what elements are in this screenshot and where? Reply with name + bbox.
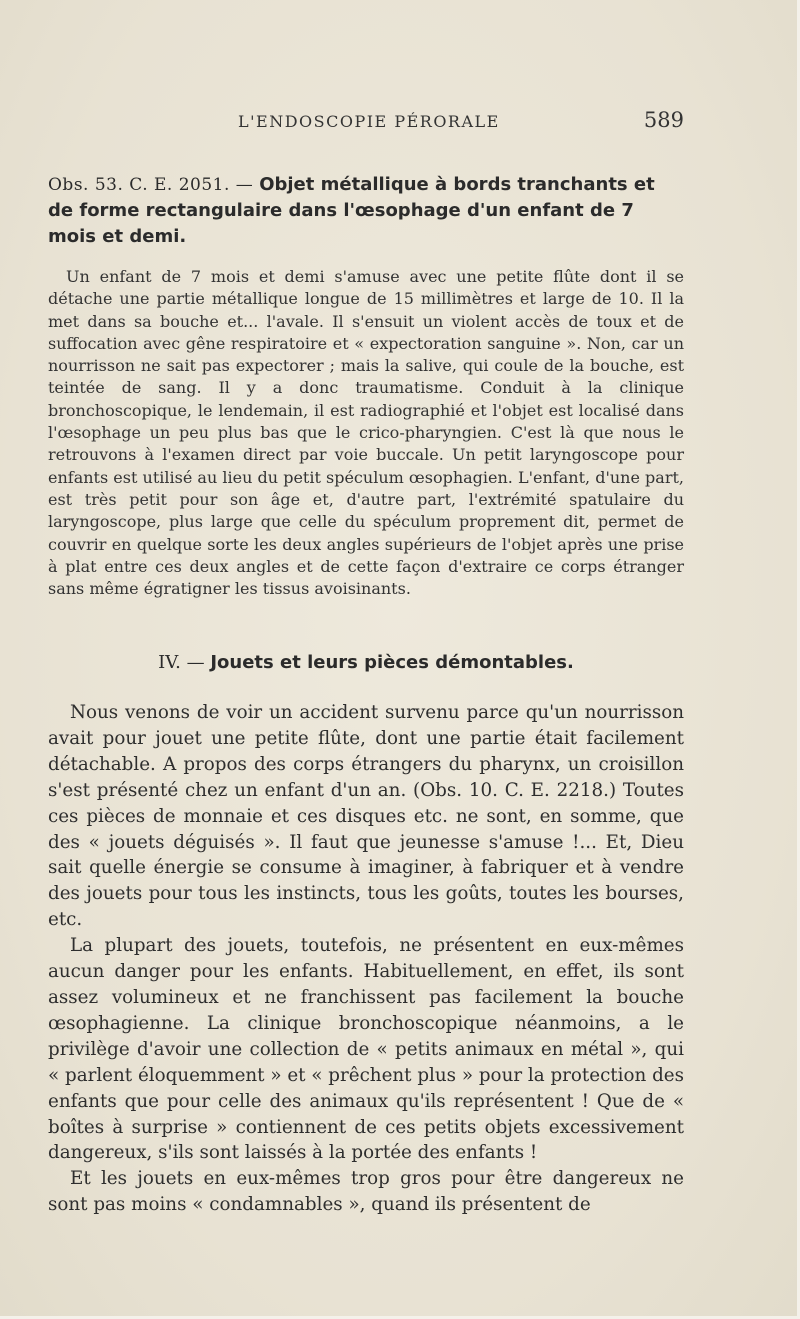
observation-body: Un enfant de 7 mois et demi s'amuse avec une petite flûte dont il se détache une partie métallique longue de 15 millimètres et large de 10. Il la met dans sa bouche et... l'avale. Il s'ensuit un violent accès de toux et de suffocation avec gêne respiratoire et « expectoration sanguine ». Non, car un nourrisson ne sait pas expectorer ; mais la salive, qui coule de la bouche, est teintée de sang. Il y a donc traumatisme. Conduit à la clinique bronchoscopique, le lendemain, il est radiographié et l'objet est localisé dans l'œsophage un peu plus bas que le crico-pharyngien. C'est là que nous le retrouvons à l'examen direct par voie buccale. Un petit laryngoscope pour enfants est utilisé au lieu du petit spéculum œsophagien. L'enfant, d'une part, est très petit pour son âge et, d'autre part, l'extrémité spatulaire du laryngoscope, plus large que celle du spéculum proprement dit, permet de couvrir en quelque sorte les deux angles supérieurs de l'objet après une prise à plat entre ces deux angles et de cette façon d'extraire ce corps étranger sans même égratigner les tissus avoisinants. [48, 267, 684, 599]
observation-reference: Obs. 53. C. E. 2051. — [48, 175, 254, 195]
main-text [48, 700, 684, 1218]
section-heading [48, 650, 684, 676]
observation-title: Objet métallique à bords tranchants et de forme rectangulaire dans l'œsophage d'un enfant de 7 mois et demi. [48, 174, 655, 247]
section-number: IV. — [158, 652, 205, 673]
paragraph: Et les jouets en eux-mêmes trop gros pour être dangereux ne sont pas moins « condamnables », quand ils présentent de [48, 1168, 684, 1216]
page-number: 589 [643, 108, 684, 132]
observation-heading [48, 172, 684, 250]
page-header [48, 108, 684, 138]
paragraph: Nous venons de voir un accident survenu parce qu'un nourrisson avait pour jouet une petite flûte, dont une partie était facilement détachable. A propos des corps étrangers du pharynx, un croisillon s'est présenté chez un enfant d'un an. (Obs. 10. C. E. 2218.) Toutes ces pièces de monnaie et ces disques etc. ne sont, en somme, que des « jouets déguisés ». Il faut que jeunesse s'amuse !... Et, Dieu sait quelle énergie se consume à imaginer, à fabriquer et à vendre des jouets pour tous les instincts, tous les goûts, toutes les bourses, etc. [48, 702, 684, 931]
paragraph: La plupart des jouets, toutefois, ne présentent en eux-mêmes aucun danger pour les enfants. Habituellement, en effet, ils sont assez volumineux et ne franchissent pas facilement la bouche œsophagienne. La clinique bronchoscopique néanmoins, a le privilège d'avoir une collection de « petits animaux en métal », qui « parlent éloquemment » et « prêchent plus » pour la protection des enfants que pour celle des animaux qu'ils représentent ! Que de « boîtes à surprise » contiennent de ces petits objets excessivement dangereux, s'ils sont laissés à la portée des enfants ! [48, 935, 684, 1164]
section-title: Jouets et leurs pièces démontables. [210, 652, 574, 673]
running-title: L'ENDOSCOPIE PÉRORALE [238, 112, 500, 131]
